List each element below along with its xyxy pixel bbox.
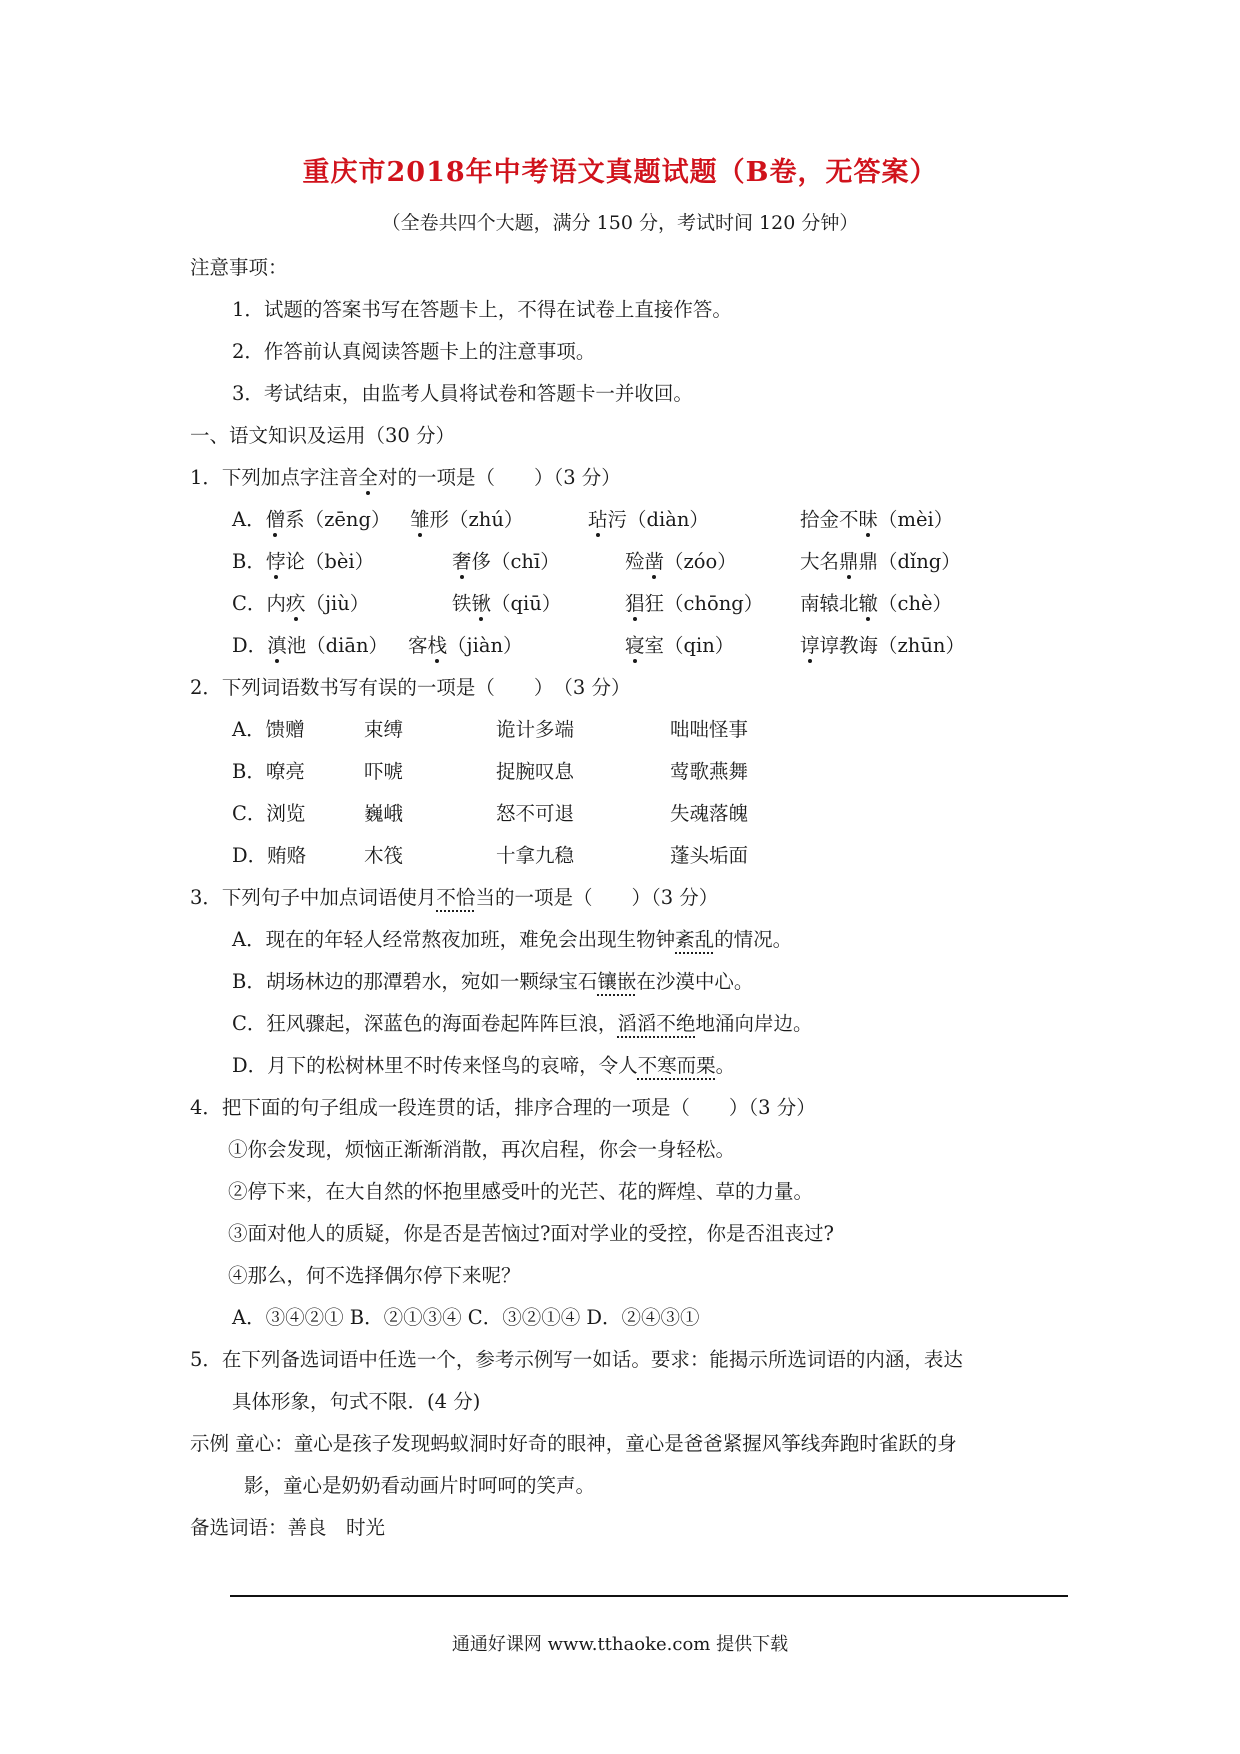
q1-option-d-4: 谆谆教诲（zhūn） xyxy=(800,634,965,657)
q2-option-b-3: 捉腕叹息 xyxy=(496,760,575,783)
q2-option-c-1: C．浏览 xyxy=(232,802,306,825)
dotted-char: 全 xyxy=(358,466,378,489)
q1-option-c-3: 猖狂（chōng） xyxy=(625,592,764,615)
note-item: 2．作答前认真阅读答题卡上的注意事项。 xyxy=(232,340,596,363)
q2-option-a-2: 束缚 xyxy=(364,718,404,741)
q4-sentence-4: ④那么，何不选择偶尔停下来呢？ xyxy=(228,1264,521,1287)
q1-option-d-1: D．滇池（diān） xyxy=(232,634,389,657)
q2-option-b-2: 吓唬 xyxy=(364,760,404,783)
q2-option-a-3: 诡计多端 xyxy=(496,718,575,741)
dotted-words: 不恰 xyxy=(436,886,476,909)
dotted-words: 不寒而栗 xyxy=(637,1054,716,1077)
q2-option-a-1: A．馈赠 xyxy=(232,718,305,741)
q3-option-d: D．月下的松树林里不时传来怪鸟的哀啼，令人不寒而栗。 xyxy=(232,1054,736,1077)
q2-option-b-1: B．嘹亮 xyxy=(232,760,305,783)
stem-text: 1．下列加点字注音 xyxy=(190,466,359,489)
stem-text: 对的一项是（ ）（3 分） xyxy=(377,466,621,489)
q2-option-b-4: 莺歌燕舞 xyxy=(670,760,749,783)
q2-option-c-2: 巍峨 xyxy=(364,802,404,825)
q1-option-a-1: A．僧系（zēng） xyxy=(232,508,391,531)
q2-option-a-4: 咄咄怪事 xyxy=(670,718,749,741)
q2-option-d-1: D．贿赂 xyxy=(232,844,307,867)
q1-option-b-1: B．悖论（bèi） xyxy=(232,550,375,573)
question-5-stem-cont: 具体形象，句式不限．(4 分) xyxy=(232,1390,481,1413)
section-heading: 一、语文知识及运用（30 分） xyxy=(190,424,456,447)
q2-option-c-4: 失魂落魄 xyxy=(670,802,749,825)
page-subtitle: （全卷共四个大题，满分 150 分，考试时间 120 分钟） xyxy=(381,212,859,234)
q1-option-a-4: 拾金不昧（mèi） xyxy=(800,508,954,531)
q1-option-b-2: 奢侈（chī） xyxy=(452,550,560,573)
question-4-stem: 4．把下面的句子组成一段连贯的话，排序合理的一项是（ ）（3 分） xyxy=(190,1096,816,1119)
q4-sentence-3: ③面对他人的质疑，你是否是苦恼过?面对学业的受控，你是否沮丧过? xyxy=(228,1222,834,1245)
footer-divider xyxy=(230,1595,1068,1597)
q1-option-d-2: 客栈（jiàn） xyxy=(408,634,523,657)
q1-option-c-4: 南辕北辙（chè） xyxy=(800,592,953,615)
note-item: 1．试题的答案书写在答题卡上，不得在试卷上直接作答。 xyxy=(232,298,732,321)
note-item: 3．考试结束，由监考人員将试卷和答题卡一并收回。 xyxy=(232,382,693,405)
dotted-words: 滔滔不绝 xyxy=(617,1012,696,1035)
q5-candidates: 备选词语：善良 时光 xyxy=(190,1516,386,1539)
q3-option-b: B．胡场林边的那潭碧水，宛如一颗绿宝石镶嵌在沙漠中心。 xyxy=(232,970,754,993)
q1-option-a-3: 玷污（diàn） xyxy=(588,508,709,531)
dotted-words: 紊乱 xyxy=(675,928,715,951)
q4-options: A．③④②① B．②①③④ C．③②①④ D．②④③① xyxy=(232,1306,700,1329)
q2-option-c-3: 怒不可退 xyxy=(496,802,575,825)
dotted-words: 镶嵌 xyxy=(597,970,637,993)
q1-option-c-1: C．内疚（jiù） xyxy=(232,592,370,615)
question-1-stem xyxy=(190,465,621,491)
q1-option-c-2: 铁锹（qiū） xyxy=(452,592,562,615)
q2-option-d-3: 十拿九稳 xyxy=(496,844,575,867)
page-title: 重庆市2018年中考语文真题试题（B卷，无答案） xyxy=(302,157,938,188)
q3-option-a: A．现在的年轻人经常熬夜加班，难免会出现生物钟紊乱的情况。 xyxy=(232,928,793,951)
page-footer: 通通好课网 www.tthaoke.com 提供下载 xyxy=(451,1634,789,1655)
q2-option-d-2: 木筏 xyxy=(364,844,404,867)
notes-heading: 注意事项： xyxy=(190,256,288,279)
q2-option-d-4: 蓬头垢面 xyxy=(670,844,749,867)
q1-option-b-3: 殓凿（zóo） xyxy=(625,550,737,573)
q4-sentence-2: ②停下来，在大自然的怀抱里感受叶的光芒、花的辉煌、草的力量。 xyxy=(228,1180,814,1203)
question-3-stem: 3．下列句子中加点词语使月不恰当的一项是（ ）（3 分） xyxy=(190,886,719,909)
question-5-stem: 5．在下列备选词语中任选一个，参考示例写一如话。要求：能揭示所选词语的内涵，表达 xyxy=(190,1348,963,1371)
q1-option-b-4: 大名鼎鼎（dǐng） xyxy=(800,550,961,573)
q5-example-cont: 影，童心是奶奶看动画片时呵呵的笑声。 xyxy=(244,1474,596,1497)
q1-option-a-2: 雏形（zhú） xyxy=(410,508,524,531)
q4-sentence-1: ①你会发现，烦恼正渐渐消散，再次启程，你会一身轻松。 xyxy=(228,1138,736,1161)
q1-option-d-3: 寝室（qin） xyxy=(625,634,735,657)
q5-example: 示例 童心：童心是孩子发现蚂蚁洞时好奇的眼神，童心是爸爸紧握风筝线奔跑时雀跃的身 xyxy=(190,1432,957,1455)
question-2-stem: 2．下列词语数书写有误的一项是（ ） （3 分） xyxy=(190,676,631,699)
q3-option-c: C．狂风骤起，深蓝色的海面卷起阵阵巨浪，滔滔不绝地涌向岸边。 xyxy=(232,1012,813,1035)
